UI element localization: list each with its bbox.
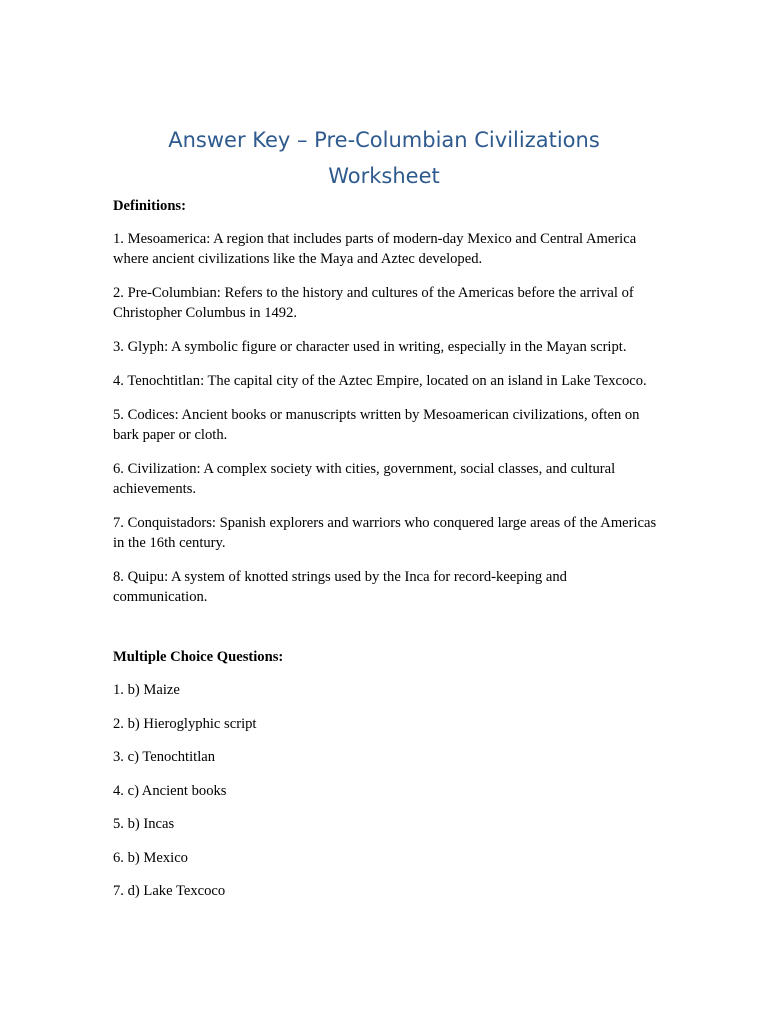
multiple-choice-heading: Multiple Choice Questions:	[113, 649, 284, 665]
mc-answer-item: 1. b) Maize	[113, 682, 180, 698]
mc-answer-item: 6. b) Mexico	[113, 849, 188, 866]
mc-answer-item: 2. b) Hieroglyphic script	[113, 715, 257, 732]
mc-answer-item: 7. d) Lake Texcoco	[113, 883, 226, 899]
mc-answer-item: 4. c) Ancient books	[113, 782, 227, 799]
mc-answer-item: 3. c) Tenochtitlan	[113, 749, 216, 765]
mc-answer-item: 5. b) Incas	[113, 816, 175, 832]
definition-item: 8. Quipu: A system of knotted strings used by the Inca for record-keeping and communication.	[113, 569, 567, 605]
definition-item: 5. Codices: Ancient books or manuscripts written by Mesoamerican civilizations, often on bark paper or cloth.	[113, 407, 640, 443]
document-body	[113, 196, 658, 915]
page-title: Answer Key – Pre-Columbian Civilizations Worksheet	[168, 128, 600, 188]
definition-item: 2. Pre-Columbian: Refers to the history and cultures of the Americas before the arrival of Christopher Columbus in 1492.	[113, 285, 634, 321]
definition-item: 1. Mesoamerica: A region that includes parts of modern-day Mexico and Central America where ancient civilizations like the Maya and Aztec developed.	[113, 231, 637, 267]
definition-item: 6. Civilization: A complex society with cities, government, social classes, and cultural achievements.	[113, 461, 616, 497]
definitions-heading: Definitions:	[113, 198, 186, 214]
definition-item: 7. Conquistadors: Spanish explorers and warriors who conquered large areas of the Americas in the 16th century.	[113, 515, 657, 551]
definition-item: 4. Tenochtitlan: The capital city of the Aztec Empire, located on an island in Lake Texcoco.	[113, 373, 647, 389]
definition-item: 3. Glyph: A symbolic figure or character used in writing, especially in the Mayan script.	[113, 339, 627, 355]
